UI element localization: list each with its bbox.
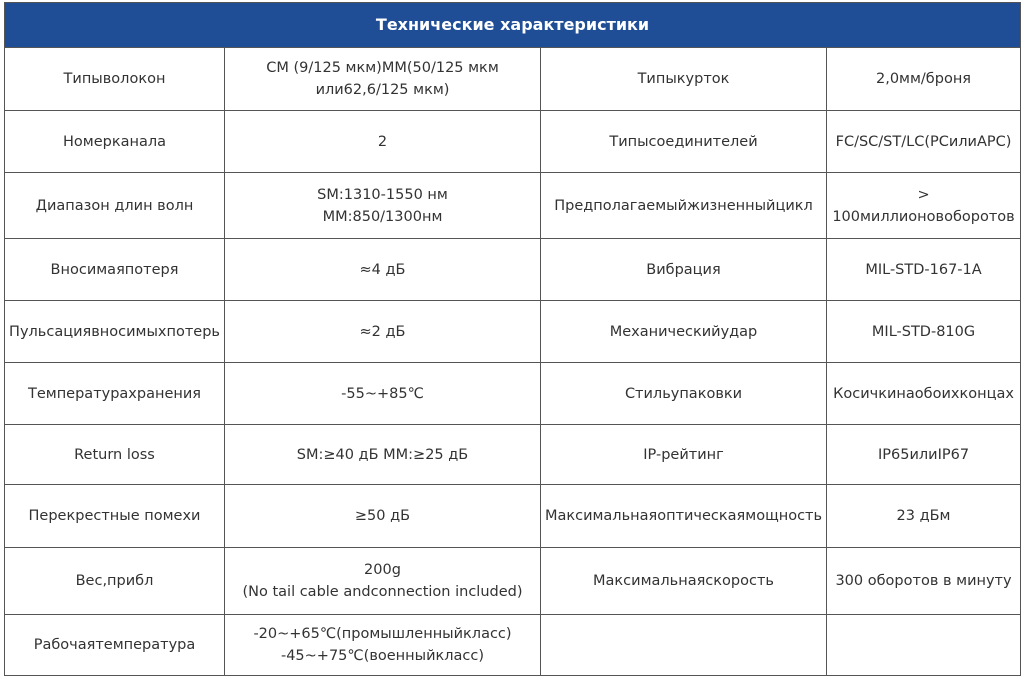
spec-param-value-line: MIL-STD-810G bbox=[871, 323, 976, 340]
spec-param-value-line: -20~+65℃(промышленныйкласс) bbox=[253, 626, 512, 642]
spec-param-name: Диапазон длин волн bbox=[5, 173, 225, 239]
spec-param-name bbox=[541, 615, 827, 676]
spec-param-value bbox=[827, 173, 1021, 239]
spec-param-name: Перекрестные помехи bbox=[5, 485, 225, 548]
spec-param-value-line: MM:850/1300нм bbox=[322, 208, 443, 225]
spec-param-value bbox=[225, 111, 541, 173]
spec-param-value bbox=[827, 425, 1021, 485]
spec-param-value-line: или62,6/125 мкм) bbox=[315, 82, 450, 98]
table-row bbox=[5, 173, 1021, 239]
table-row bbox=[5, 548, 1021, 615]
spec-param-value bbox=[225, 301, 541, 363]
table-title: Технические характеристики bbox=[5, 3, 1021, 48]
spec-param-value bbox=[225, 239, 541, 301]
spec-param-value bbox=[225, 173, 541, 239]
spec-param-value bbox=[225, 425, 541, 485]
spec-param-value-line: -55~+85℃ bbox=[341, 385, 424, 402]
spec-param-value bbox=[225, 548, 541, 615]
spec-param-name: Предполагаемыйжизненныйцикл bbox=[541, 173, 827, 239]
spec-param-value-line: SM:≥40 дБ MM:≥25 дБ bbox=[296, 446, 469, 463]
spec-param-value-line: ≈2 дБ bbox=[359, 323, 406, 340]
spec-param-name: Типыкурток bbox=[541, 48, 827, 111]
spec-param-name: Механическийудар bbox=[541, 301, 827, 363]
table-row bbox=[5, 485, 1021, 548]
spec-param-value bbox=[225, 363, 541, 425]
spec-param-name: Рабочаятемпература bbox=[5, 615, 225, 676]
spec-param-value-line: 200g bbox=[364, 562, 401, 578]
spec-param-value bbox=[827, 615, 1021, 676]
spec-param-value bbox=[827, 48, 1021, 111]
spec-param-value-line: (No tail cable andconnection included) bbox=[242, 584, 523, 600]
spec-param-value-line: -45~+75℃(военныйкласс) bbox=[280, 648, 485, 664]
spec-param-value bbox=[827, 111, 1021, 173]
spec-param-value-line: 2 bbox=[377, 133, 388, 150]
spec-param-name: Вес,прибл bbox=[5, 548, 225, 615]
spec-param-value-line: Косичкинаобоихконцах bbox=[833, 385, 1014, 402]
spec-param-value bbox=[827, 301, 1021, 363]
spec-param-value-line: FC/SC/ST/LC(PCилиAPC) bbox=[835, 133, 1012, 150]
table-row bbox=[5, 615, 1021, 676]
spec-param-name: Номерканала bbox=[5, 111, 225, 173]
spec-param-name: Типысоединителей bbox=[541, 111, 827, 173]
spec-param-name: Вибрация bbox=[541, 239, 827, 301]
table-row bbox=[5, 111, 1021, 173]
table-row bbox=[5, 425, 1021, 485]
spec-param-value bbox=[827, 363, 1021, 425]
spec-param-value bbox=[827, 485, 1021, 548]
spec-param-value-line: ≥50 дБ bbox=[354, 508, 411, 524]
table-row bbox=[5, 363, 1021, 425]
table-body bbox=[5, 48, 1021, 676]
spec-param-name: Return loss bbox=[5, 425, 225, 485]
spec-param-value bbox=[827, 239, 1021, 301]
spec-param-name: Максимальнаяскорость bbox=[541, 548, 827, 615]
spec-param-value bbox=[225, 48, 541, 111]
spec-param-value bbox=[225, 615, 541, 676]
spec-param-name: Пульсациявносимыхпотерь bbox=[5, 301, 225, 363]
spec-param-value-line: СМ (9/125 мкм)ММ(50/125 мкм bbox=[266, 60, 499, 76]
table-row bbox=[5, 48, 1021, 111]
spec-param-value-line: 300 оборотов в минуту bbox=[835, 573, 1012, 589]
spec-param-value-line: 23 дБм bbox=[896, 508, 951, 524]
table-row bbox=[5, 301, 1021, 363]
spec-param-name: Температурахранения bbox=[5, 363, 225, 425]
spec-param-name: Стильупаковки bbox=[541, 363, 827, 425]
spec-param-value-line: > bbox=[917, 186, 930, 203]
table-header-row bbox=[5, 3, 1021, 48]
spec-table bbox=[4, 2, 1021, 676]
spec-param-name: Максимальнаяоптическаямощность bbox=[541, 485, 827, 548]
spec-param-value-line: 2,0мм/броня bbox=[875, 71, 972, 87]
spec-param-value-line: ≈4 дБ bbox=[359, 261, 406, 278]
spec-param-value-line: MIL-STD-167-1A bbox=[865, 261, 982, 278]
spec-param-value-line: SM:1310-1550 нм bbox=[317, 186, 448, 203]
spec-param-value bbox=[225, 485, 541, 548]
spec-param-value bbox=[827, 548, 1021, 615]
spec-param-name: Типыволокон bbox=[5, 48, 225, 111]
spec-param-value-line: 100миллионовоборотов bbox=[832, 208, 1015, 225]
spec-param-value-line: IP65илиIP67 bbox=[877, 446, 970, 463]
spec-param-name: IP-рейтинг bbox=[541, 425, 827, 485]
table-row bbox=[5, 239, 1021, 301]
spec-param-name: Вносимаяпотеря bbox=[5, 239, 225, 301]
